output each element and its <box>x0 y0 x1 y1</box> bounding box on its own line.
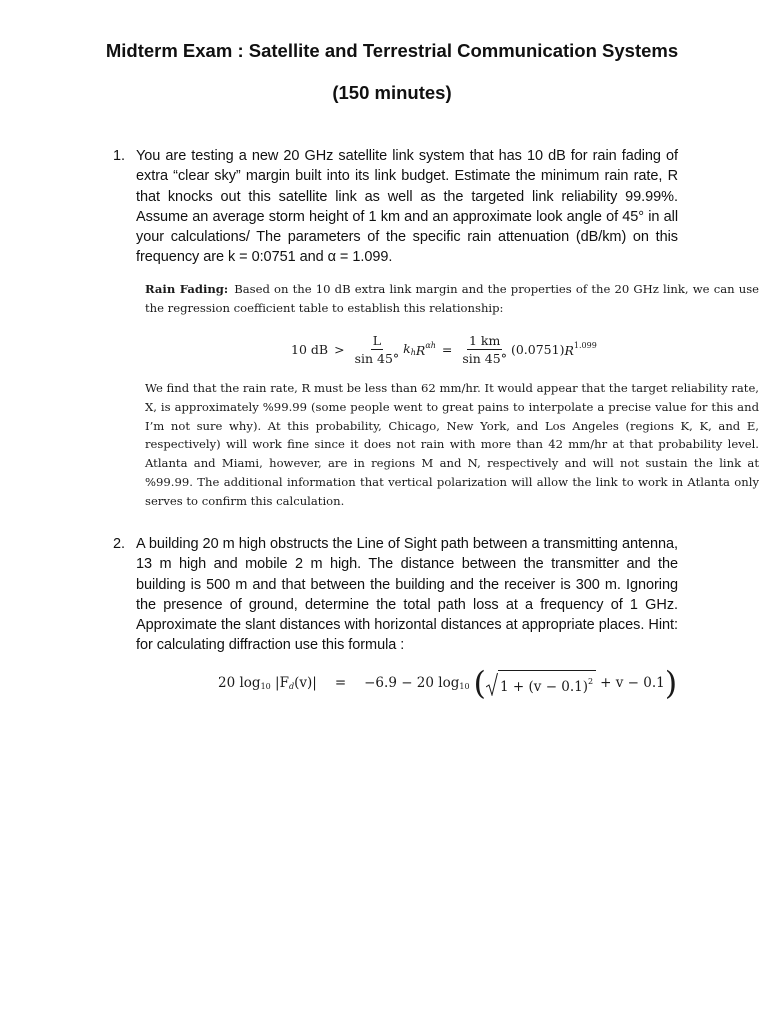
question-text: A building 20 m high obstructs the Line of Sight path between a transmitting antenna, 13 m high and mobile 2 m high. The distance between the transmitter and the building is 500 m and that between the building and the receiver is 300 m. Ignoring the presence of ground, determine the total path loss at a frequency of 1 GHz. Approximate the slant distances with horizontal distances at appropriate places. Hint: for calculating diffraction use this formula : <box>136 536 678 654</box>
eq-frac1-den: sin 45° <box>354 350 400 366</box>
eq-k: $k_h$ <box>403 341 416 357</box>
diffraction-formula <box>218 662 677 704</box>
answer-1-body <box>145 379 759 511</box>
eq-frac1-num: L <box>372 332 382 348</box>
formula-rhs-start: −6.9 − 20 $\log_{10}$ <box>364 675 470 691</box>
question-number: 2. <box>113 536 125 552</box>
question-2 <box>113 534 678 656</box>
formula-right-paren: ) <box>664 664 678 702</box>
eq-coefficient: (0.0751) <box>510 341 565 357</box>
answer-intro-text: Based on the 10 dB extra link margin and the properties of the 20 GHz link, we can use the regression coefficient table to establish this relationship: <box>145 282 760 315</box>
formula-left-paren: ( <box>473 664 487 702</box>
eq-lhs: 10 dB <box>291 341 329 357</box>
eq-equals: = <box>441 341 453 357</box>
answer-1-intro <box>145 280 759 318</box>
answer-lead: Rain Fading: <box>145 282 229 296</box>
exam-duration: (150 minutes) <box>332 82 452 103</box>
rain-fade-equation <box>291 330 597 368</box>
formula-sqrt <box>486 670 596 696</box>
sqrt-sign-icon <box>486 672 498 696</box>
eq-fraction-2 <box>460 333 509 366</box>
formula-equals: = <box>334 675 347 691</box>
formula-lhs: 20 $\log_{10} |F_d(v)|$ <box>218 675 317 691</box>
eq-r-power: $R^{1.099}$ <box>564 340 597 358</box>
eq-fraction-1 <box>353 333 402 366</box>
exam-title: Midterm Exam : Satellite and Terrestrial Communication Systems <box>105 40 679 61</box>
eq-r: $R^{\alpha h}$ <box>415 340 436 358</box>
eq-frac2-den: sin 45° <box>462 350 507 366</box>
formula-radicand: $1 + (v - 0.1)^2$ <box>498 670 596 696</box>
eq-frac2-num: 1 km <box>468 332 501 348</box>
eq-gt: > <box>334 341 345 357</box>
formula-tail: + v − 0.1 <box>600 675 665 691</box>
answer-body-text: We find that the rain rate, R must be less than 62 mm/hr. It would appear that the target reliability rate, X, is approximately %99.99 (some people went to great pains to interpolate a precise value for this and I’m not sure why). At this probability, Chicago, New York, and Los Angeles (regions K, K, and E, respectively) will work fine since it does not rain with more than 42 mm/hr at that probability level. Atlanta and Miami, however, are in regions M and N, respectively and will not sustain the link at %99.99. The additional information that vertical polarization will allow the link to work in Atlanta only serves to confirm this calculation. <box>145 381 759 508</box>
question-text: You are testing a new 20 GHz satellite link system that has 10 dB for rain fading of extra “clear sky” margin built into its link budget. Estimate the minimum rain rate, R that knocks out this satellite link as well as the targeted link reliability 99.99%. Assume an average storm height of 1 km and an approximate look angle of 45° in all your calculations/ The parameters of the specific rain attenuation (dB/km) on this frequency are k = 0:0751 and α = 1.099. <box>136 148 678 266</box>
question-1 <box>113 146 678 268</box>
question-number: 1. <box>113 148 125 164</box>
